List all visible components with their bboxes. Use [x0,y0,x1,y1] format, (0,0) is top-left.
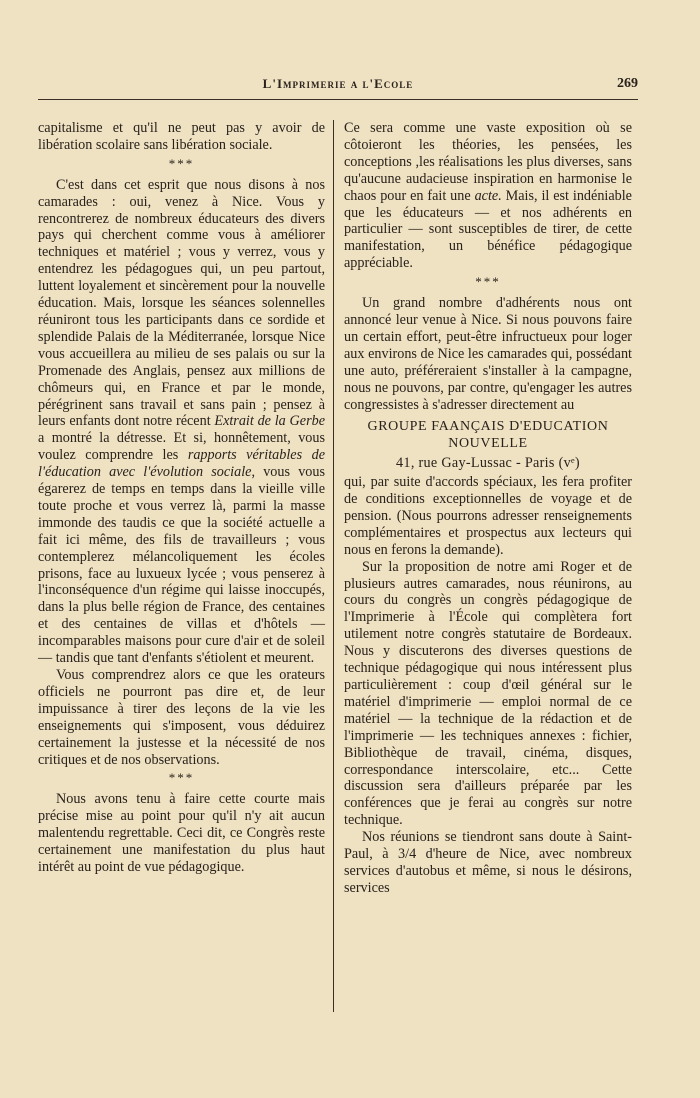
right-column [344,120,632,897]
journal-title: L'Imprimerie a l'Ecole [262,76,414,91]
organization-name: GROUPE FAANÇAIS D'EDUCATION NOUVELLE [367,419,609,452]
left-column [38,120,325,876]
paragraph: Vous comprendrez alors ce que les orateurs officiels ne pourront pas dire et, de leur impuissance à tirer des leçons de la vie les enseignements qui s'imposent, vous déduirez certainement la justesse et la nécessité de nos critiques et de nos observations. [38,667,325,768]
section-separator: *** [168,155,195,171]
running-header [38,76,638,96]
paragraph: Un grand nombre d'adhérents nous ont annoncé leur venue à Nice. Si nous pouvons faire un certain effort, peut-être infructueux pour loger aux environs de Nice les camarades qui, possédant une auto, préféreraient s'installer à la campagne, nous ne pouvons, par contre, qu'engager les autres congressistes à s'adresser directement au [344,295,632,413]
section-separator: *** [475,274,501,290]
paragraph: Nos réunions se tiendront sans doute à Saint-Paul, à 3/4 d'heure de Nice, avec nombreux services d'autobus et même, si nous le désirons, services [344,829,632,896]
paragraph [38,177,325,667]
section-separator: *** [168,770,195,786]
paragraph: Sur la proposition de notre ami Roger et de plusieurs autres camarades, nous réunirons, au cours du congrès un congrès pédagogique de l'Imprimerie à l'École qui complètera fort utilement notre congrès statutaire de Bordeaux. Nous y discuterons des diverses questions de technique pédagogique qui nous intéressent plus particulièrement : coup d'œil général sur le matériel d'imprimerie — emploi normal de ce matériel — la technique de la rédaction et de l'imprimerie — les techniques annexes : fichier, Bibliothèque de travail, cinéma, disques, correspondance interscolaire, etc... Cette discussion sera d'ailleurs préparée par les conférences que je ferai au congrès sur notre technique. [344,558,632,829]
organization-address: 41, rue Gay-Lussac - Paris (vᵉ) [396,455,580,472]
paragraph-text: Ce sera comme une vaste exposition où se côtoieront les théories, les pensées, les conceptions ,les réalisations les plus diverses, sans qu'aucune audacieuse inspiration en harmonise le chaos pour en fait une [344,120,632,204]
italic-text: Extrait de la Gerbe [214,413,325,430]
column-divider [333,120,334,1012]
page-number: 269 [617,76,638,91]
italic-text: rapports véritables de l'éducation avec l'évolution sociale [38,447,326,481]
paragraph-text: , vous vous égarerez de temps en temps dans la vieille ville toute proche et vous verrez là, parmi la masse immonde des taudis ce que la société actuelle a fait ici même, des fils de travailleurs ; vous contemplerez mélancoliquement les écoles prisons, face au luxueux lycée ; vous penserez à l'inconséquence d'un régime qui laisse inoccupés, dans la plus belle région de France, des centaines et des centaines de villas et d'hôtels — incomparables maisons pour cure d'air et de soleil — tandis que tant d'enfants s'étiolent et meurent. [38,464,325,667]
paragraph: capitalisme et qu'il ne peut pas y avoir de libération scolaire sans libération sociale. [38,120,325,153]
paragraph: Nous avons tenu à faire cette courte mais précise mise au point pour qu'il n'y ait aucun malentendu regrettable. Ceci dit, ce Congrès reste certainement une manifestation du plus haut intérêt au point de vue pédagogique. [38,791,325,875]
paragraph [344,120,632,272]
paragraph-text: a montré la détresse. Et si, honnêtement, vous voulez comprendre les [38,430,325,464]
paragraph-text: Mais, il est indéniable que les éducateurs — et nos adhérents en particulier — sont susceptibles de tirer, de cette manifestation, un bénéfice pédagogique appréciable. [344,187,632,272]
paragraph: qui, par suite d'accords spéciaux, les fera profiter de conditions exceptionnelles de voyage et de pension. (Nous pourrons adresser renseignements complémentaires et prospectus aux lecteurs qui nous en ferons la demande). [344,474,632,558]
paragraph-text: C'est dans cet esprit que nous disons à nos camarades : oui, venez à Nice. Vous y rencontrerez de nombreux éducateurs des divers pays qui cherchent comme vous à améliorer techniques et matériel ; vous y verrez, vous y entendrez les pédagogues qui, un peu partout, luttent loyalement et sincèrement pour la nouvelle éducation. Mais, lorsque les séances solennelles réuniront tous les participants dans ce sordide et splendide Palais de la Méditerranée, lorsque Nice vous accueillera au milieu de ses palais ou sur la Promenade des Anglais, pensez aux millions de chômeurs qui, en France et par le monde, pérégrinent sans travail et sans pain ; pensez à leurs enfants dont notre récent [38,176,325,430]
header-rule [38,99,638,100]
italic-text: acte. [474,187,502,204]
